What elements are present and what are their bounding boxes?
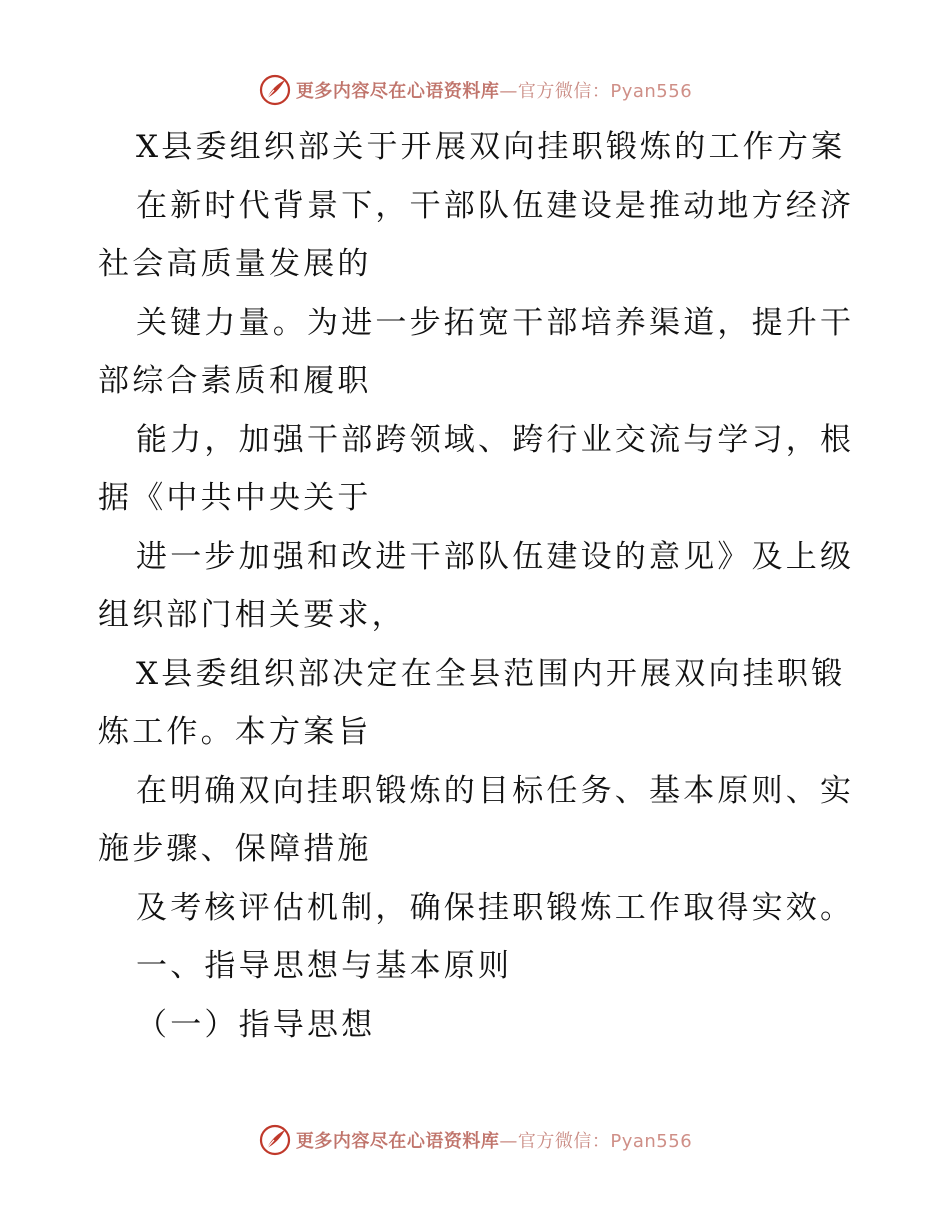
section-heading: 一、指导思想与基本原则	[136, 948, 513, 984]
paragraph-line: 在新时代背景下，干部队伍建设是推动地方经济	[136, 187, 855, 224]
watermark-text	[296, 1127, 692, 1153]
feather-logo-icon	[258, 73, 292, 107]
paragraph-line: 能力，加强干部跨领域、跨行业交流与学习，根	[136, 421, 855, 458]
paragraph-line: 部综合素质和履职	[98, 363, 372, 399]
paragraph-line: 据《中共中央关于	[98, 480, 372, 516]
paragraph-line: 及考核评估机制，确保挂职锻炼工作取得实效。	[136, 889, 855, 926]
footer-watermark	[0, 1122, 950, 1158]
document-title: X县委组织部关于开展双向挂职锻炼的工作方案	[136, 129, 846, 165]
paragraph-line: 社会高质量发展的	[98, 246, 372, 282]
paragraph-line: 进一步加强和改进干部队伍建设的意见》及上级	[136, 538, 855, 575]
watermark-label: 官方微信：	[517, 1131, 611, 1152]
paragraph-line: 组织部门相关要求，	[98, 597, 406, 633]
paragraph-line: 施步骤、保障措施	[98, 831, 372, 867]
subsection-heading: （一）指导思想	[136, 1006, 376, 1043]
header-watermark	[0, 72, 950, 108]
paragraph-line: 炼工作。本方案旨	[98, 714, 372, 750]
paragraph-line: 关键力量。为进一步拓宽干部培养渠道，提升干	[136, 304, 855, 341]
watermark-brand: 更多内容尽在心语资料库	[295, 81, 500, 102]
watermark-id: Pyan556	[610, 81, 693, 102]
paragraph-line: X县委组织部决定在全县范围内开展双向挂职锻	[136, 655, 846, 692]
watermark-text	[296, 77, 692, 103]
paragraph-line: 在明确双向挂职锻炼的目标任务、基本原则、实	[136, 772, 855, 809]
watermark-separator: —	[499, 81, 518, 102]
document-body	[98, 118, 858, 1054]
watermark-label: 官方微信：	[517, 81, 611, 102]
watermark-id: Pyan556	[610, 1131, 693, 1152]
feather-logo-icon	[258, 1123, 292, 1157]
watermark-brand: 更多内容尽在心语资料库	[295, 1131, 500, 1152]
watermark-separator: —	[499, 1131, 518, 1152]
